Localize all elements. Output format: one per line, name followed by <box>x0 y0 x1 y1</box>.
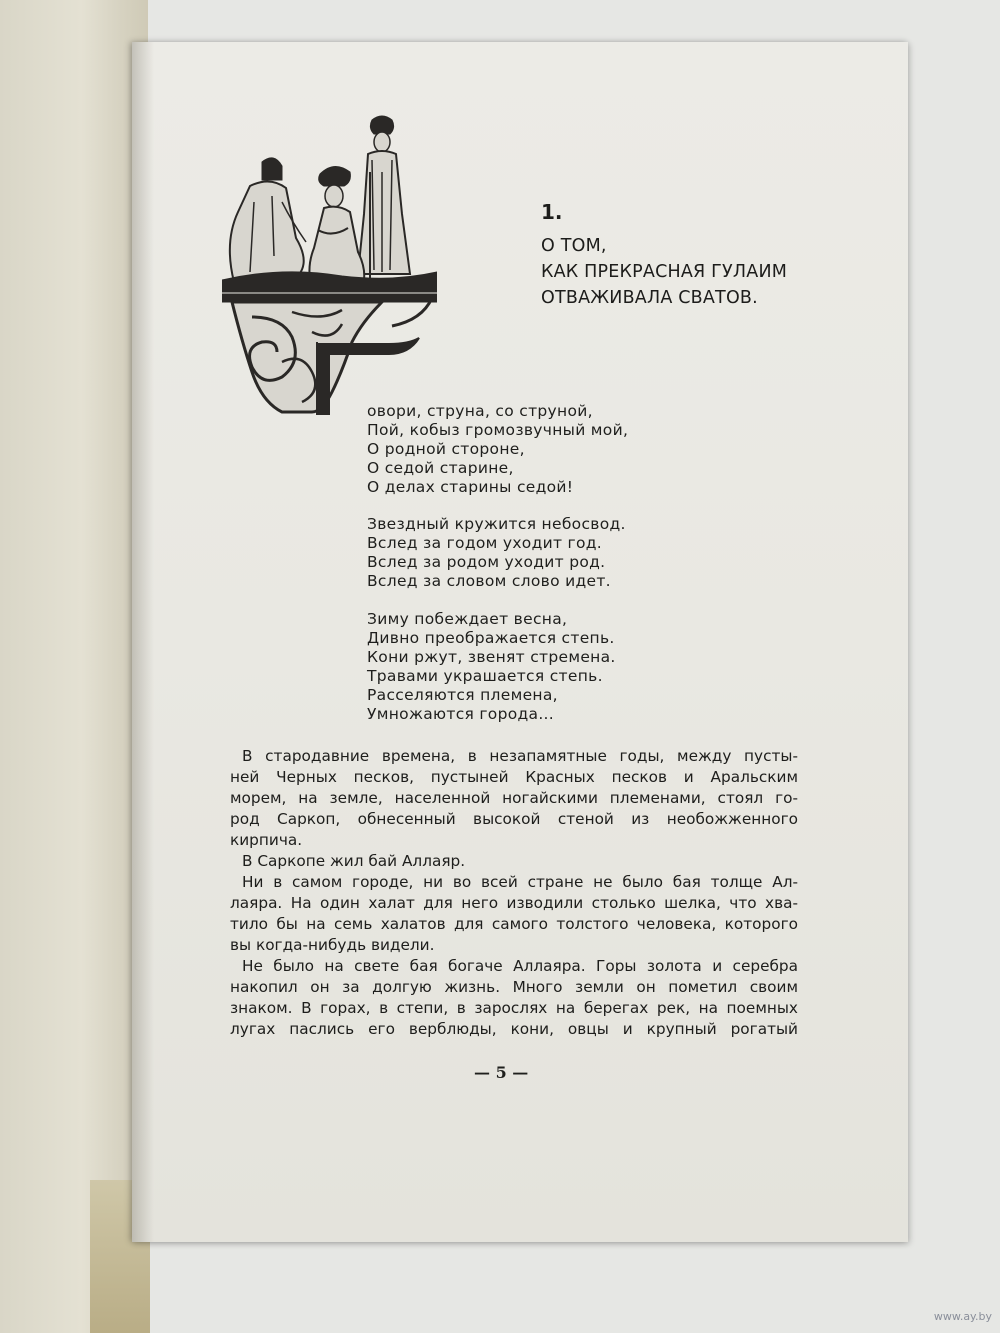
prose-line: тило бы на семь халатов для самого толстого человека, которого <box>230 915 798 933</box>
prose-line: морем, на земле, населенной ногайскими племенами, стоял го- <box>230 789 798 807</box>
verse-line: Вслед за словом слово идет. <box>367 572 611 590</box>
verse-stanza-2 <box>367 515 626 591</box>
chapter-title <box>541 233 787 311</box>
prose-line: род Саркоп, обнесенный высокой стеной из необожженного <box>230 810 798 828</box>
verse-line: Звездный кружится небосвод. <box>367 515 626 533</box>
prose-line: накопил он за долгую жизнь. Много земли он пометил своим <box>230 978 798 996</box>
verse-stanza-1 <box>367 402 628 497</box>
prose-line: В стародавние времена, в незапамятные годы, между пусты- <box>242 747 798 765</box>
prose-line: знаком. В горах, в степи, в зарослях на берегах рек, на поемных <box>230 999 798 1017</box>
page-gutter-shadow <box>132 42 154 1242</box>
verse-line: Зиму побеждает весна, <box>367 610 568 628</box>
book-cover-edge <box>0 0 148 1333</box>
chapter-number: 1. <box>541 200 563 224</box>
verse-line: Расселяются племена, <box>367 686 558 704</box>
verse-line: Вслед за годом уходит год. <box>367 534 603 552</box>
page-number: — 5 — <box>474 1063 529 1082</box>
verse-line: О родной стороне, <box>367 440 525 458</box>
prose-body <box>230 746 798 1040</box>
verse-line: Дивно преображается степь. <box>367 629 615 647</box>
verse-line: Кони ржут, звенят стремена. <box>367 648 616 666</box>
verse-line: Вслед за родом уходит род. <box>367 553 606 571</box>
verse-line: овори, струна, со струной, <box>367 402 593 420</box>
verse-line: О седой старине, <box>367 459 514 477</box>
chapter-title-line: ОТВАЖИВАЛА СВАТОВ. <box>541 288 758 308</box>
prose-line: лугах паслись его верблюды, кони, овцы и крупный рогатый <box>230 1020 798 1038</box>
prose-line: кирпича. <box>230 831 303 849</box>
prose-line: лаяра. На один халат для него изводили столько шелка, что хва- <box>230 894 798 912</box>
verse-stanza-3 <box>367 610 616 724</box>
prose-line: вы когда-нибудь видели. <box>230 936 435 954</box>
verse-line: Пой, кобыз громозвучный мой, <box>367 421 629 439</box>
watermark: www.ay.by <box>933 1310 992 1323</box>
prose-line: ней Черных песков, пустыней Красных песков и Аральским <box>230 768 798 786</box>
prose-line: Ни в самом городе, ни во всей стране не было бая толще Ал- <box>242 873 798 891</box>
verse-line: Умножаются города... <box>367 705 555 723</box>
chapter-illustration <box>222 112 437 427</box>
prose-line: В Саркопе жил бай Аллаяр. <box>242 852 466 870</box>
prose-line: Не было на свете бая богаче Аллаяра. Горы золота и серебра <box>242 957 798 975</box>
chapter-title-line: КАК ПРЕКРАСНАЯ ГУЛАИМ <box>541 262 788 282</box>
verse-line: О делах старины седой! <box>367 478 574 496</box>
verse-line: Травами украшается степь. <box>367 667 603 685</box>
chapter-title-line: О ТОМ, <box>541 236 607 256</box>
